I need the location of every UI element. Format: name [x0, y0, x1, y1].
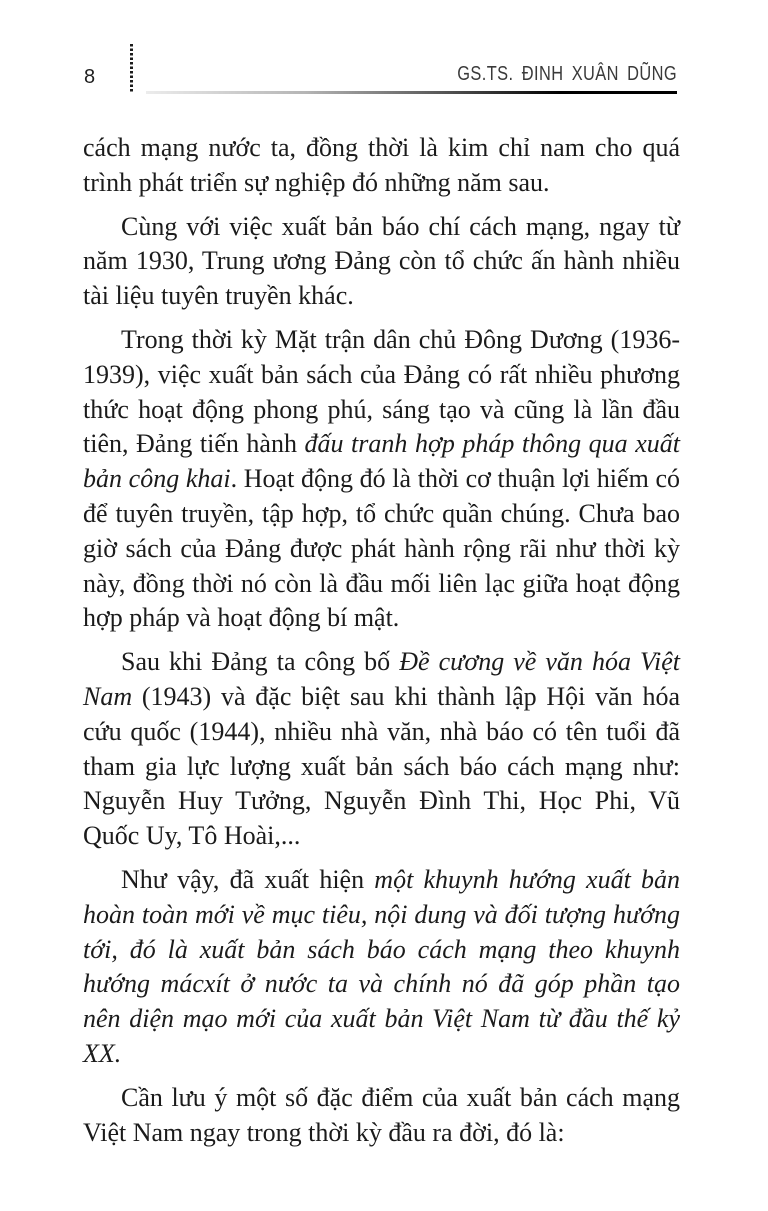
text-run: Trong thời kỳ Mặt trận dân chủ Đông Dương (1936-1939), việc xuất bản sách của Đảng có rất nhiều phương thức hoạt động phong phú, sáng tạo và cũng là lần đầu tiên, Đảng tiến hành [83, 324, 680, 459]
text-run: (1943) và đặc biệt sau khi thành lập Hội văn hóa cứu quốc (1944), nhiều nhà văn, nhà báo có tên tuổi đã tham gia lực lượng xuất bản sách báo cách mạng như: Nguyễn Huy Tưởng, Nguyễn Đình Thi, Học Phi, Vũ Quốc Uy, Tô Hoài,... [83, 681, 680, 851]
body-text [83, 131, 680, 1150]
paragraph [83, 131, 680, 201]
header-dotted-divider [130, 44, 133, 93]
italic-text-run: một khuynh hướng xuất bản hoàn toàn mới về mục tiêu, nội dung và đối tượng hướng tới, đó là xuất bản sách báo cách mạng theo khuynh hướng mácxít ở nước ta và chính nó đã góp phần tạo nên diện mạo mới của xuất bản Việt Nam từ đầu thế kỷ XX. [83, 864, 680, 1068]
page-number: 8 [84, 66, 96, 88]
running-header-author: GS.TS. ĐINH XUÂN DŨNG [457, 63, 677, 85]
italic-text-run: Đề cương về văn hóa Việt Nam [83, 647, 680, 711]
text-run: cách mạng nước ta, đồng thời là kim chỉ nam cho quá trình phát triển sự nghiệp đó những năm sau. [83, 133, 680, 197]
text-run: Cần lưu ý một số đặc điểm của xuất bản cách mạng Việt Nam ngay trong thời kỳ đầu ra đời, đó là: [83, 1082, 680, 1147]
text-run: Như vậy, đã xuất hiện [121, 864, 375, 894]
paragraph [83, 323, 680, 636]
italic-text-run: đấu tranh hợp pháp thông qua xuất bản công khai [83, 429, 680, 494]
paragraph [83, 645, 680, 854]
paragraph [83, 863, 680, 1072]
text-run: Cùng với việc xuất bản báo chí cách mạng, ngay từ năm 1930, Trung ương Đảng còn tổ chức ấn hành nhiều tài liệu tuyên truyền khác. [83, 211, 680, 311]
paragraph [83, 1081, 680, 1151]
text-run: . Hoạt động đó là thời cơ thuận lợi hiếm có để tuyên truyền, tập hợp, tổ chức quần chúng. Chưa bao giờ sách của Đảng được phát hành rộng rãi như thời kỳ này, đồng thời nó còn là đầu mối liên lạc giữa hoạt động hợp pháp và hoạt động bí mật. [83, 464, 680, 633]
text-run: Sau khi Đảng ta công bố [121, 647, 400, 677]
header-rule [146, 91, 677, 94]
paragraph [83, 210, 680, 314]
